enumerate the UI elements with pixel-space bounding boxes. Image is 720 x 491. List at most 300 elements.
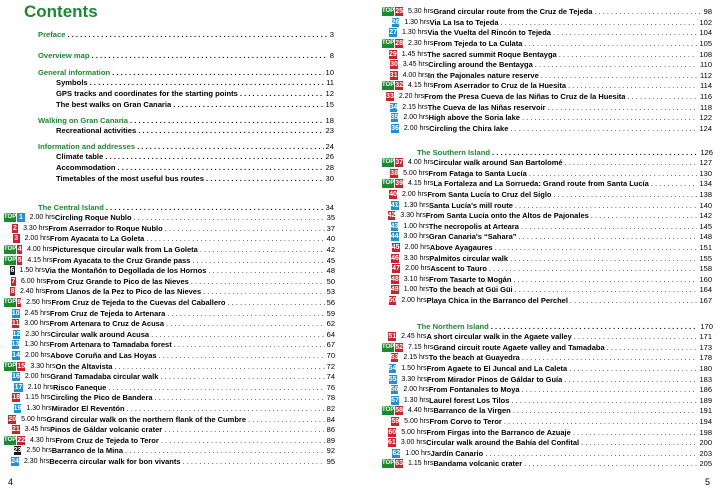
walk-number-badge: 62 (392, 449, 401, 457)
walk-page: 203 (699, 448, 712, 458)
toc-entry (56, 174, 334, 184)
walk-number-badge: 60 (388, 428, 397, 436)
top-badge (382, 103, 389, 112)
toc-entry-page: 12 (325, 89, 334, 98)
walk-row (4, 382, 335, 392)
walk-row (382, 38, 712, 48)
walk-row (382, 427, 712, 437)
walk-page: 56 (326, 297, 335, 307)
walk-page: 198 (699, 427, 712, 437)
walk-number-badge: 48 (390, 275, 399, 283)
walk-row (382, 70, 712, 80)
walk-duration: 2.20 hrs (398, 92, 425, 100)
walk-number-badge: 43 (390, 222, 399, 230)
walk-duration: 3.30 hrs (403, 254, 430, 262)
walk-name: From the Presa Cueva de las Niñas to Cruz de la Huesita (424, 91, 626, 101)
toc-entry-page: 10 (325, 68, 334, 77)
toc-entry-label: Walking on Gran Canaria (38, 116, 129, 125)
walk-row (4, 340, 335, 350)
walk-name: From Cruz de Tejeda to Artenara (49, 308, 166, 318)
top-badge: TOP (382, 159, 395, 166)
walk-duration: 4.15 hrs (27, 256, 53, 264)
top-badge (4, 393, 11, 402)
toc-entry-label: Accommodation (56, 163, 116, 172)
toc-entry-label: Recreational activities (56, 126, 137, 135)
top-badge (4, 415, 7, 424)
top-badge (382, 124, 390, 133)
walk-number-badge: 55 (388, 375, 397, 383)
walk-number-badge: 18 (12, 394, 21, 402)
toc-entry (417, 148, 713, 158)
top-badge (382, 28, 388, 37)
toc-entry-label: Overview map (38, 51, 90, 60)
walk-page: 105 (699, 38, 712, 48)
walk-page: 110 (700, 60, 712, 70)
leader-dots (228, 298, 325, 307)
walk-number-badge: 41 (390, 201, 399, 209)
walk-number-badge: 24 (11, 457, 19, 465)
top-badge: TOP (382, 343, 395, 350)
walk-duration: 3.00 hrs (403, 233, 429, 241)
walk-row (382, 253, 712, 263)
walk-number-badge: 3 (14, 235, 19, 243)
top-badge (382, 438, 387, 447)
top-badge (4, 330, 12, 339)
walk-number-badge: 58 (395, 407, 404, 415)
leader-dots (146, 234, 324, 243)
leader-dots (504, 417, 698, 426)
leader-dots (594, 7, 701, 16)
walk-page: 40 (326, 234, 335, 244)
walk-duration: 1.15 hrs (408, 460, 434, 468)
walk-row (4, 329, 335, 339)
walk-row (382, 189, 712, 199)
toc-entry (38, 142, 334, 152)
leader-dots (166, 319, 325, 328)
walk-page: 124 (699, 123, 712, 133)
walk-number-badge: 38 (390, 169, 399, 177)
walk-page: 142 (699, 211, 712, 221)
walk-number-badge: 46 (391, 254, 399, 262)
leader-dots (127, 404, 325, 413)
walk-row (382, 363, 712, 373)
walk-row (4, 287, 335, 297)
walk-page: 104 (699, 28, 712, 38)
walk-page: 127 (699, 158, 712, 168)
toc-entry-page: 126 (700, 148, 713, 157)
walk-row (382, 158, 712, 168)
leader-dots (564, 375, 697, 384)
walk-page: 48 (326, 266, 336, 276)
toc-entry-page: 3 (329, 30, 334, 39)
toc-entry-page: 8 (329, 51, 334, 60)
top-badge (382, 428, 387, 437)
toc-entry (56, 163, 334, 173)
toc-entry (38, 30, 334, 40)
walk-page: 35 (326, 213, 335, 223)
walk-duration: 1.30 hrs (403, 201, 429, 209)
walk-number-badge: 31 (389, 71, 398, 79)
top-badge: TOP (4, 256, 17, 263)
walk-page: 89 (326, 435, 335, 445)
top-badge: TOP (4, 245, 17, 252)
walk-duration: 3.45 hrs (402, 61, 429, 69)
walk-number-badge: 21 (11, 426, 20, 434)
walk-page: 67 (326, 340, 335, 350)
leader-dots (495, 243, 698, 252)
walk-number-badge: 49 (390, 286, 399, 294)
leader-dots (573, 428, 698, 437)
leader-dots (183, 457, 325, 466)
walk-page: 84 (326, 414, 335, 424)
walk-page: 122 (699, 113, 712, 123)
walk-page: 200 (699, 438, 712, 448)
walk-row (4, 372, 335, 382)
walk-name: From Cruz de Tejeda to the Cuevas del Caballero (51, 297, 226, 307)
walk-number-badge: 2 (13, 224, 17, 232)
walk-page: 62 (326, 319, 335, 329)
walk-name: Circular walk around San Bartolomé (433, 158, 563, 168)
top-badge: TOP (4, 214, 17, 221)
walk-page: 145 (699, 221, 712, 231)
toc-entry-page: 24 (325, 142, 334, 151)
walk-duration: 4.15 hrs (408, 82, 434, 90)
walk-number-badge: 45 (391, 243, 400, 251)
top-badge (382, 222, 390, 231)
walk-number-badge: 42 (387, 212, 396, 220)
leader-dots (522, 113, 698, 122)
walk-duration: 5.00 hrs (404, 417, 430, 425)
walk-page: 180 (699, 363, 712, 373)
page-number-left: 4 (8, 477, 14, 487)
walk-page: 50 (326, 276, 335, 286)
top-badge (4, 457, 10, 466)
toc-entry (38, 116, 334, 126)
walk-row (4, 361, 335, 371)
walk-name: Above Ayagaures (429, 242, 493, 252)
top-badge (382, 264, 391, 273)
leader-dots (521, 222, 698, 231)
leader-dots (569, 364, 697, 373)
leader-dots (164, 425, 324, 434)
toc-entry (56, 89, 334, 99)
leader-dots (513, 406, 698, 415)
walk-number-badge: 30 (390, 61, 398, 69)
walk-name: La Fortaleza and La Sorrueda: Grand route from Santa Lucía (433, 179, 649, 189)
walk-name: Via La Isa to Tejeda (429, 17, 499, 27)
top-badge (4, 309, 11, 318)
leader-dots (529, 169, 698, 178)
leader-dots (492, 148, 698, 158)
walk-duration: 5.00 hrs (403, 169, 429, 177)
walk-page: 148 (699, 232, 712, 242)
walk-name: From Tejeda to La Culata (433, 38, 523, 48)
walk-number-badge: 4 (17, 245, 22, 253)
leader-dots (208, 266, 324, 275)
walk-page: 140 (699, 200, 712, 210)
walk-number-badge: 51 (388, 333, 397, 341)
leader-dots (489, 264, 698, 273)
toc-entry-label: The Southern Island (417, 148, 490, 157)
top-badge (382, 396, 390, 405)
toc-entry-label: Preface (38, 30, 66, 39)
walk-number-badge: 12 (12, 330, 21, 338)
walk-duration: 2.00 hrs (24, 351, 51, 359)
top-badge (382, 60, 389, 69)
walk-number-badge: 22 (17, 436, 26, 444)
leader-dots (118, 163, 324, 173)
top-badge: TOP (382, 407, 395, 414)
walk-name: From Fontanales to Moya (428, 385, 520, 395)
walk-number-badge: 27 (389, 29, 398, 37)
walk-name: Playa Chica in the Barranco del Perchel (426, 295, 568, 305)
walk-duration: 2.40 hrs (19, 288, 46, 296)
walk-page: 112 (700, 70, 712, 80)
toc-entry-label: Timetables of the most useful bus routes (56, 174, 204, 183)
walk-name: From Tasarte to Mogán (429, 274, 512, 284)
walk-name: High above the Soria lake (428, 113, 520, 123)
walk-duration: 2.10 hrs (27, 383, 53, 391)
walk-name: From Ayacata to the Cruz Grande pass (52, 255, 191, 265)
top-badge: TOP (382, 460, 395, 467)
walk-name: Pinos de Gáldar volcanic crater (50, 425, 163, 435)
walk-row (382, 60, 712, 70)
walk-row (382, 7, 712, 17)
walk-page: 42 (326, 244, 335, 254)
top-badge (382, 211, 387, 220)
walk-row (4, 234, 335, 244)
walk-page: 155 (699, 253, 712, 263)
walk-name: Gran Canaria's “Sahara” (428, 232, 517, 242)
walk-number-badge: 59 (391, 417, 400, 425)
walk-name: From Firgas into the Barranco de Azuaje (426, 427, 571, 437)
walk-name: Circular walk around the Bahía del Confital (426, 438, 580, 448)
walk-duration: 1.30 hrs (24, 341, 50, 349)
page-number-right: 5 (704, 477, 710, 487)
walk-duration: 1.50 hrs (19, 267, 45, 275)
right-page (360, 0, 720, 491)
walk-page: 160 (699, 274, 712, 284)
walk-duration: 2.30 hrs (23, 457, 50, 465)
walk-row (382, 353, 712, 363)
toc-entry-page: 170 (700, 322, 713, 331)
leader-dots (106, 203, 324, 213)
walk-name: From Artenara to Cruz de Acusa (49, 319, 165, 329)
top-badge (4, 351, 11, 360)
walk-number-badge: 52 (395, 343, 404, 351)
toc-entry (56, 78, 334, 88)
walk-name: To the beach at Guayedra (428, 353, 520, 363)
toc-entry-label: GPS tracks and coordinates for the starting points (56, 89, 238, 98)
top-badge (382, 285, 390, 294)
toc-entry (56, 152, 334, 162)
walk-row (382, 385, 712, 395)
walk-number-badge: 6 (10, 267, 15, 275)
walk-duration: 1.00 hrs (405, 449, 431, 457)
walk-duration: 4.00 hrs (402, 71, 428, 79)
toc-entry-page: 23 (325, 126, 334, 135)
top-badge (382, 18, 391, 27)
leader-dots (485, 449, 697, 458)
walk-row (382, 232, 712, 242)
walk-row (4, 446, 335, 456)
leader-dots (510, 254, 697, 263)
walk-number-badge: 54 (388, 364, 397, 372)
walk-page: 138 (699, 189, 712, 199)
toc-entry (56, 126, 334, 136)
walk-number-badge: 39 (395, 180, 404, 188)
walk-page: 82 (326, 403, 335, 413)
walk-duration: 1.50 hrs (401, 364, 427, 372)
top-badge (4, 446, 13, 455)
walk-duration: 2.15 hrs (402, 103, 428, 111)
walk-name: The sacred summit Roque Bentayga (427, 49, 557, 59)
top-badge: TOP (382, 39, 395, 46)
walk-duration: 2.00 hrs (29, 214, 55, 222)
walk-page: 194 (699, 416, 712, 426)
leader-dots (138, 126, 323, 136)
leader-dots (535, 60, 698, 69)
toc-entry (38, 68, 334, 78)
walk-duration: 5.00 hrs (21, 415, 47, 423)
walk-page: 189 (699, 395, 712, 405)
walk-name: Via the Vuelta del Rincón to Tejeda (427, 28, 551, 38)
leader-dots (565, 158, 698, 167)
walk-duration: 3.30 hrs (401, 375, 427, 383)
walk-row (382, 113, 712, 123)
walk-name: Circling around the Bentayga (428, 60, 533, 70)
walk-row (382, 264, 712, 274)
leader-dots (522, 385, 698, 394)
leader-dots (200, 245, 325, 254)
walk-number-badge: 25 (395, 8, 404, 16)
top-badge (382, 417, 390, 426)
walk-page: 205 (699, 459, 712, 469)
walk-name: Becerra circular walk for bon vivants (49, 456, 181, 466)
leader-dots (67, 30, 327, 40)
walk-name: From Agaete to El Juncal and La Caleta (426, 363, 568, 373)
walk-row (382, 123, 712, 133)
top-badge (382, 190, 388, 199)
leader-dots (522, 353, 698, 362)
walk-page: 108 (699, 49, 712, 59)
walk-name: From Aserrador to Roque Nublo (48, 223, 163, 233)
top-badge (4, 372, 11, 381)
leader-dots (130, 116, 324, 126)
walk-duration: 3.45 hrs (24, 426, 51, 434)
walk-name: Circling Roque Nublo (54, 213, 132, 223)
walk-name: Barranco de la Virgen (433, 406, 511, 416)
top-badge (4, 266, 9, 275)
walk-row (4, 223, 335, 233)
walk-duration: 4.30 hrs (30, 436, 56, 444)
walk-row (382, 274, 712, 284)
toc-entry-label: Symbols (56, 78, 88, 87)
walk-number-badge: 9 (17, 298, 22, 306)
top-badge (382, 385, 390, 394)
walk-row (382, 285, 712, 295)
walk-name: From Mirador Pinos de Gáldar to Guía (426, 374, 563, 384)
walk-name: Grand Tamadaba circular walk (50, 372, 159, 382)
leader-dots (105, 152, 323, 162)
walk-number-badge: 17 (14, 383, 23, 391)
top-badge (4, 234, 12, 243)
top-badge (4, 340, 11, 349)
walk-number-badge: 56 (390, 386, 399, 394)
walk-name: From Santa Lucía onto the Altos de Pajonales (425, 211, 589, 221)
walk-page: 70 (326, 350, 335, 360)
walk-number-badge: 34 (389, 103, 398, 111)
leader-dots (173, 100, 323, 110)
walk-row (382, 242, 712, 252)
walk-name: From Llanos de la Pez to Pico de las Nieves (45, 287, 202, 297)
walk-row (382, 91, 712, 101)
leader-dots (553, 28, 698, 37)
walk-row (382, 459, 712, 469)
walk-page: 98 (703, 7, 712, 17)
walk-number-badge: 10 (11, 309, 20, 317)
walk-row (4, 276, 335, 286)
walk-number-badge: 32 (395, 82, 404, 90)
leader-dots (192, 256, 324, 265)
walk-duration: 1.45 hrs (401, 50, 428, 58)
walk-number-badge: 7 (11, 277, 16, 285)
walk-row (4, 425, 335, 435)
toc-entry-page: 30 (325, 174, 334, 183)
top-badge (382, 375, 388, 384)
walk-name: Palmitos circular walk (429, 253, 508, 263)
walk-row (4, 266, 335, 276)
walk-duration: 7.15 hrs (408, 343, 434, 351)
leader-dots (570, 296, 698, 305)
top-badge (382, 169, 389, 178)
walk-row (382, 179, 712, 189)
walk-page: 186 (699, 385, 712, 395)
leader-dots (92, 51, 328, 61)
walk-name: Grand circular route from the Cruz de Tejeda (433, 7, 593, 17)
walk-number-badge: 20 (8, 415, 17, 423)
walk-name: From Aserrador to Cruz de la Huesita (433, 81, 566, 91)
leader-dots (112, 68, 323, 78)
top-badge (4, 383, 13, 392)
walk-name: Via the Montañón to Degollada de los Hornos (44, 266, 207, 276)
top-badge (4, 277, 10, 286)
walk-name: Barranco de la Mina (51, 446, 123, 456)
walk-duration: 2.00 hrs (403, 114, 429, 122)
walk-name: From Cruz de Tejeda to Teror (55, 435, 159, 445)
walk-row (4, 244, 335, 254)
toc-entry-label: The Central Island (38, 203, 104, 212)
leader-dots (151, 330, 325, 339)
walk-page: 173 (699, 342, 712, 352)
walk-page: 178 (699, 353, 712, 363)
walk-name: From Cruz Grande to Pico de las Nieves (46, 276, 189, 286)
walk-name: Santa Lucía's mill route (428, 200, 513, 210)
walk-number-badge: 40 (389, 190, 398, 198)
walk-number-badge: 15 (17, 362, 26, 370)
top-badge (4, 287, 9, 296)
walk-name: To the beach at Güi Güi (429, 285, 513, 295)
walk-row (4, 319, 335, 329)
walk-row (382, 295, 712, 305)
toc-entry-page: 15 (325, 100, 334, 109)
walk-duration: 5.30 hrs (408, 8, 434, 16)
walk-page: 74 (326, 372, 335, 382)
top-badge (382, 201, 390, 210)
walk-number-badge: 61 (388, 439, 396, 447)
walk-number-badge: 35 (390, 114, 399, 122)
walk-name: Above Coruña and Las Hoyas (50, 350, 157, 360)
